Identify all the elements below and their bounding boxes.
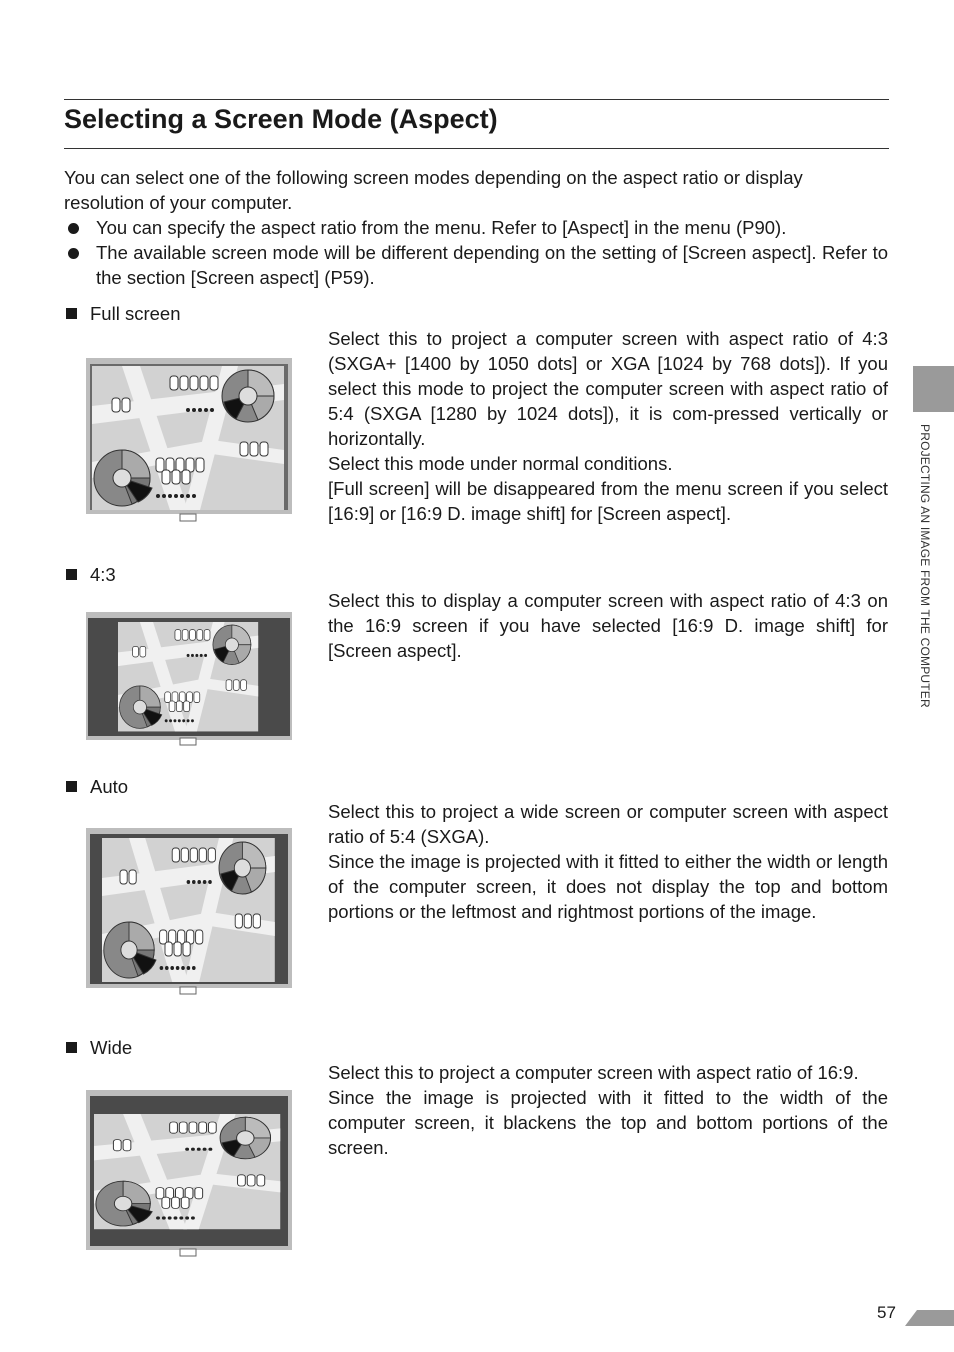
section-text-4-3 [328,588,888,663]
top-rule [64,99,889,100]
title-rule [64,148,889,149]
intro-text: You can select one of the following screen modes depending on the aspect ratio or display resolution of your computer. [64,167,803,213]
section-heading-auto [66,774,128,799]
section-paragraph: Select this to project a computer screen with aspect ratio of 4:3 (SXGA+ [1400 by 1050 dots] or XGA [1024 by 768 dots]). If you select this mode to project the computer screen with aspect ratio of 5:4 (SXGA [1280 by 1024 dots]), it is com-pressed vertically or horizontally. [328,328,888,449]
section-heading-full-screen [66,301,180,326]
section-heading-label: Wide [90,1037,133,1058]
chapter-side-label: PROJECTING AN IMAGE FROM THE COMPUTER [918,424,932,708]
wide-illustration [84,1086,296,1262]
section-paragraph: [Full screen] will be disappeared from the menu screen if you select [16:9] or [16:9 D. image shift] for [Screen aspect]. [328,478,888,524]
section-heading-wide [66,1035,132,1060]
section-paragraph: Select this to project a computer screen with aspect ratio of 16:9. [328,1062,859,1083]
section-text-auto [328,799,888,924]
square-bullet-icon [66,308,77,319]
page-corner-tab [905,1310,954,1326]
section-paragraph: Since the image is projected with it fitted to either the width or length of the computer screen, it does not display the top and bottom portions or the leftmost and rightmost portions of the image. [328,851,888,922]
section-text-full-screen [328,326,888,526]
section-heading-label: Auto [90,776,129,797]
bullet-item: The available screen mode will be different depending on the setting of [Screen aspect]. Refer to the section [Screen aspect] (P59). [64,240,888,290]
square-bullet-icon [66,569,77,580]
section-paragraph: Select this to project a wide screen or computer screen with aspect ratio of 5:4 (SXGA). [328,801,888,847]
section-heading-4-3 [66,562,116,587]
intro-block [64,165,888,290]
full-screen-illustration [84,352,296,528]
bullet-item: You can specify the aspect ratio from the menu. Refer to [Aspect] in the menu (P90). [64,215,888,240]
page-number: 57 [877,1303,896,1322]
auto-illustration [84,824,296,1000]
section-paragraph: Since the image is projected with it fitted to the width of the computer screen, it blackens the top and bottom portions of the screen. [328,1087,888,1158]
chapter-tab [913,366,954,412]
page-title: Selecting a Screen Mode (Aspect) [64,104,498,134]
four-three-illustration [84,608,296,748]
square-bullet-icon [66,781,77,792]
section-heading-label: Full screen [90,303,181,324]
section-text-wide [328,1060,888,1160]
section-paragraph: Select this mode under normal conditions. [328,453,673,474]
square-bullet-icon [66,1042,77,1053]
section-heading-label: 4:3 [90,564,116,585]
section-paragraph: Select this to display a computer screen with aspect ratio of 4:3 on the 16:9 screen if you have selected [16:9 D. image shift] for [Screen aspect]. [328,590,888,661]
